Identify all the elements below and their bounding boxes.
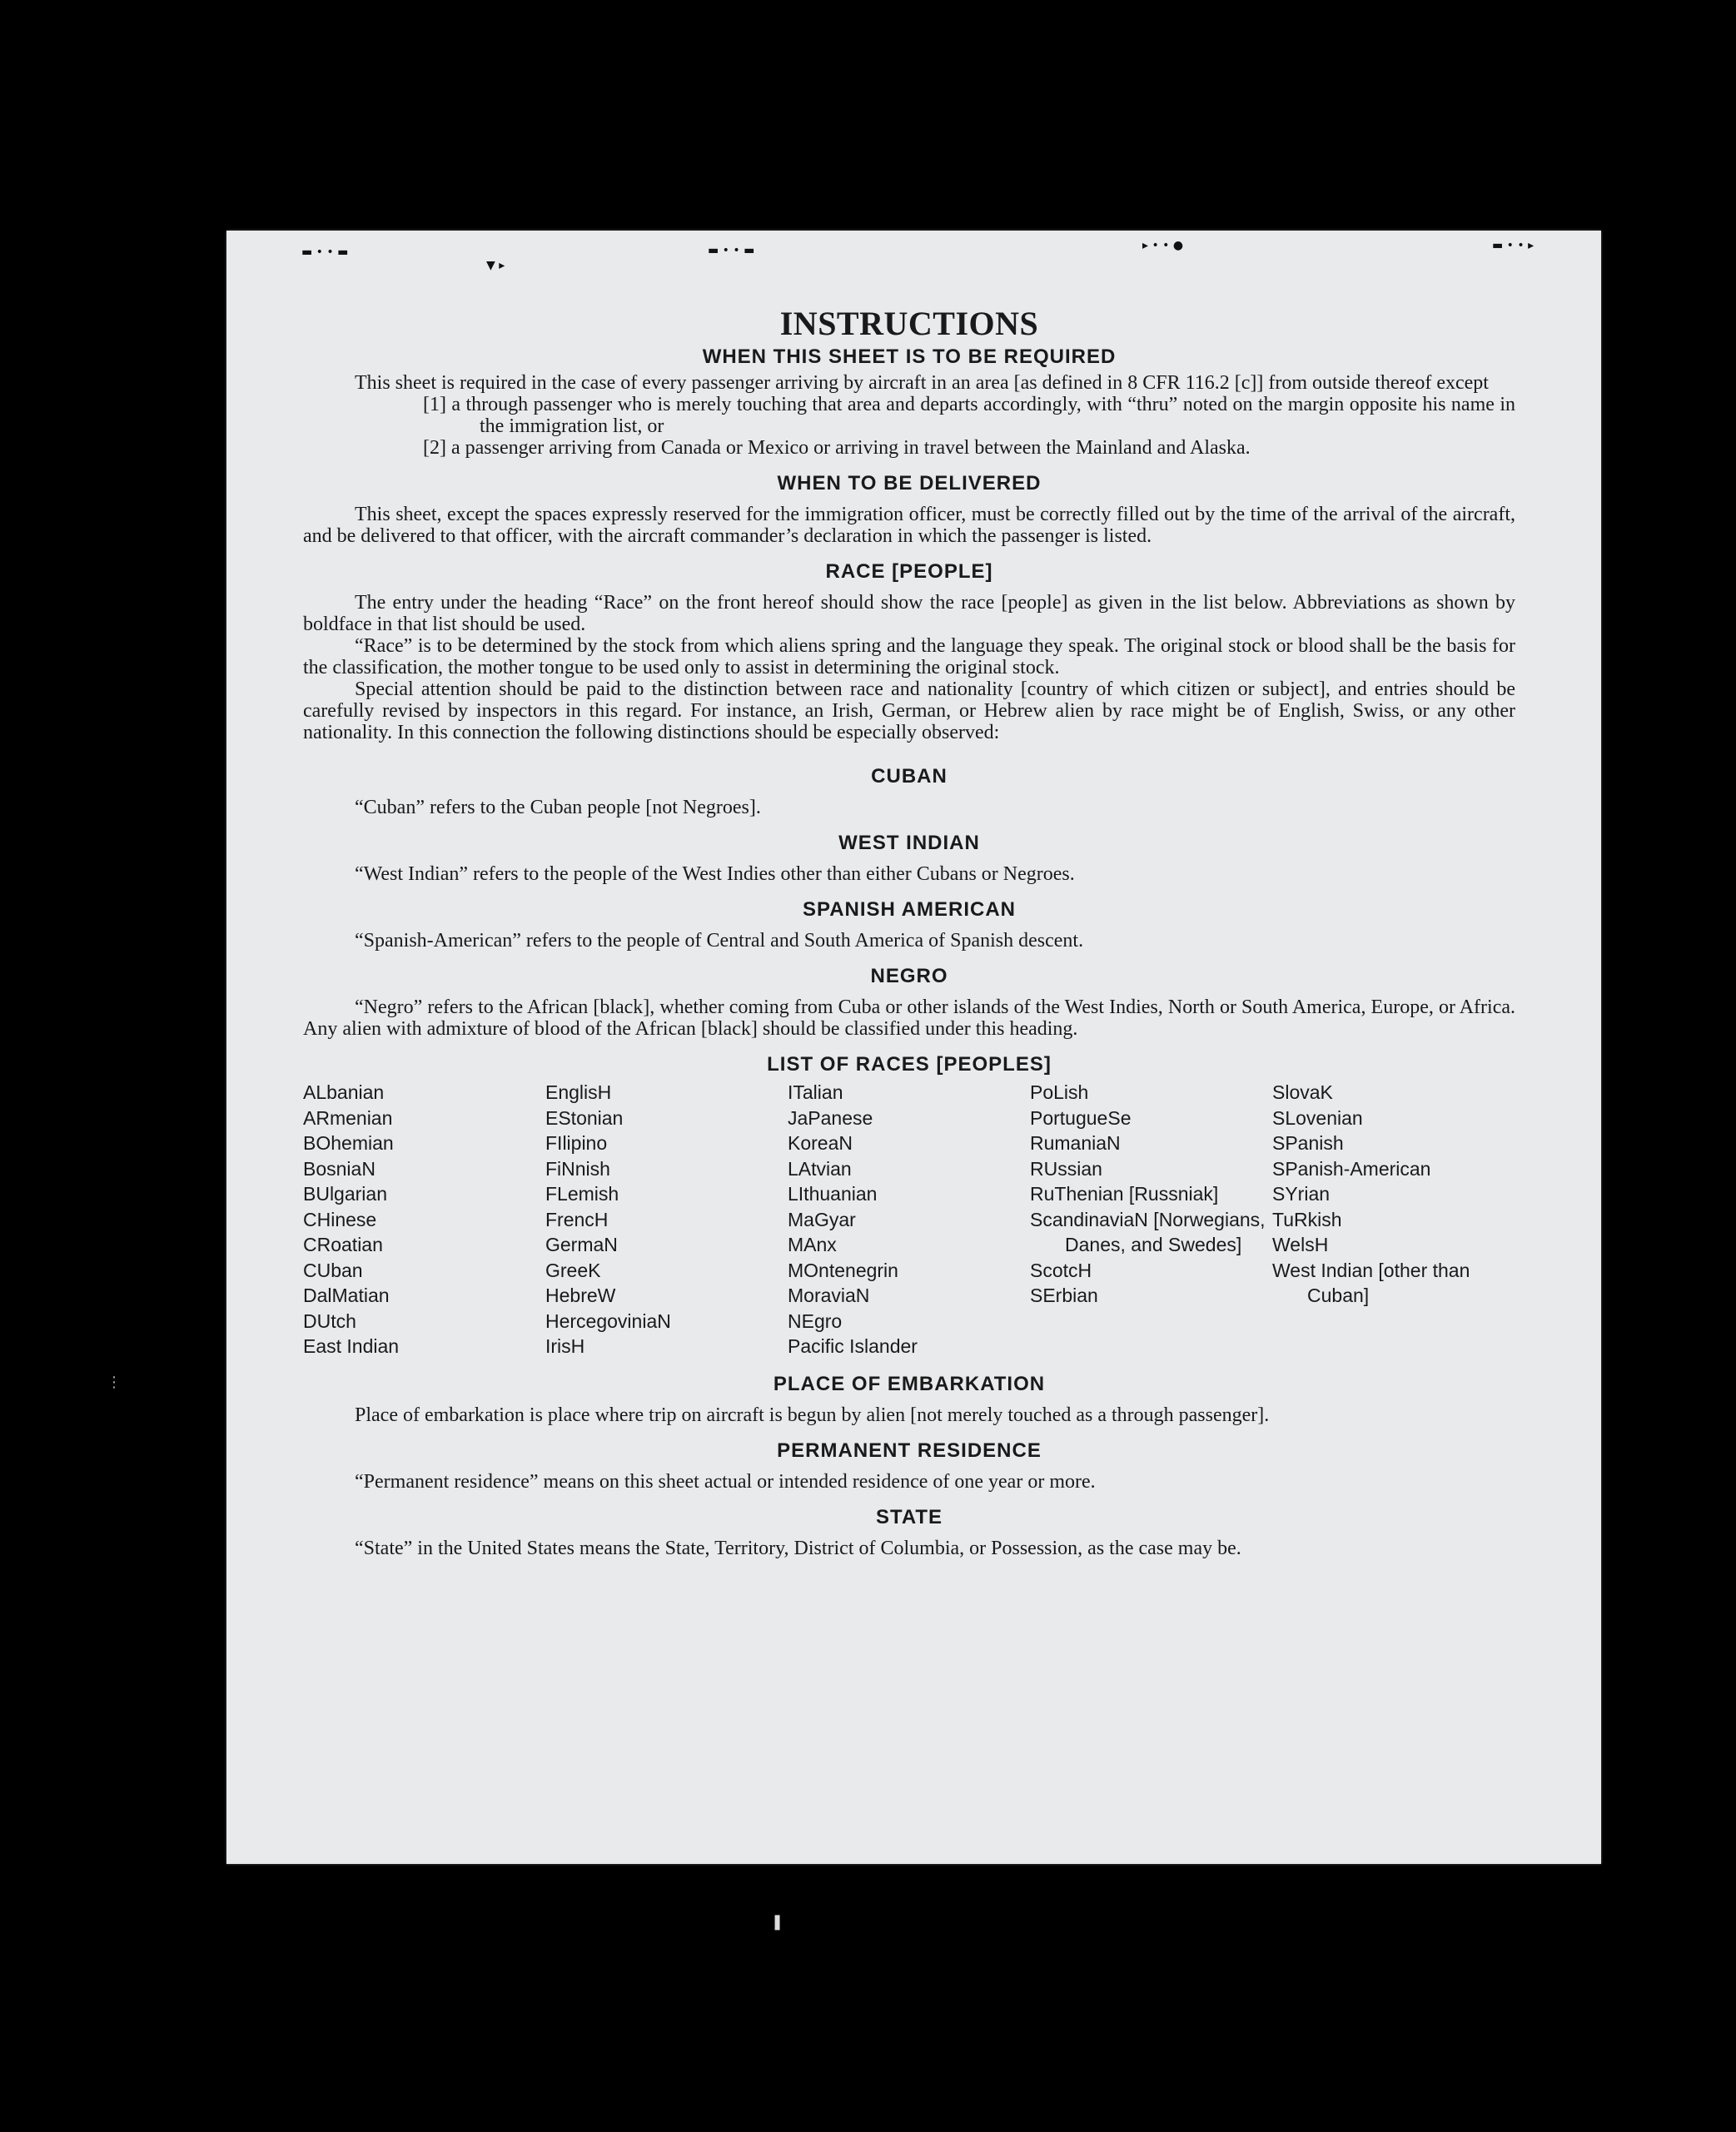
section-heading-list-of-races: LIST OF RACES [PEOPLES] (767, 1053, 1052, 1076)
instructions-content (303, 306, 1515, 1559)
paragraph: “State” in the United States means the State, Territory, District of Columbia, or Possession, as the case may be. (355, 1537, 1241, 1559)
page-title: INSTRUCTIONS (779, 305, 1039, 342)
paragraph: “West Indian” refers to the people of the West Indies other than either Cubans or Negroes. (355, 863, 1075, 885)
race-entry: SYrian (1272, 1183, 1331, 1205)
paragraph: This sheet is required in the case of every passenger arriving by aircraft in an area [as defined in 8 CFR 116.2 [c]] from outside thereof except (355, 372, 1489, 394)
race-entry: SLovenian (1272, 1106, 1363, 1129)
race-entry: PortugueSe (1030, 1106, 1132, 1129)
race-entry: JaPanese (788, 1106, 873, 1129)
race-entry: ITalian (788, 1081, 843, 1103)
race-entry: KoreaN (788, 1132, 853, 1154)
paragraph: “Permanent residence” means on this sheet actual or intended residence of one year or more. (355, 1470, 1096, 1493)
race-entry: ScotcH (1030, 1259, 1092, 1281)
race-entry: CHinese (303, 1208, 377, 1230)
paragraph: Special attention should be paid to the distinction between race and nationality [country of which citizen or subject], and entries should be carefully revised by inspectors in this regard. For instance, an Irish, German, or Hebrew alien by race might be of English, Swiss, or any other nationality. In this connection the following distinctions should be especially observed: (303, 678, 1515, 743)
list-item: [2] a passenger arriving from Canada or Mexico or arriving in travel between the Mainland and Alaska. (423, 437, 1251, 459)
race-entry: WelsH (1272, 1234, 1329, 1255)
race-entry: East Indian (303, 1335, 400, 1357)
race-entry: ScandinaviaN [Norwegians, Danes, and Swedes] (1030, 1208, 1266, 1255)
paragraph: “Negro” refers to the African [black], whether coming from Cuba or other islands of the West Indies, North or South America, Europe, or Africa. Any alien with admixture of blood of the African [black] should be classified under this heading. (303, 996, 1515, 1040)
paragraph: Place of embarkation is place where trip on aircraft is begun by alien [not merely touched as a through passenger]. (355, 1404, 1270, 1426)
races-column (545, 1080, 788, 1359)
races-column (303, 1080, 545, 1359)
race-entry: RuThenian [Russniak] (1030, 1183, 1219, 1205)
paragraph: “Race” is to be determined by the stock from which aliens spring and the language they speak. The original stock or blood shall be the basis for the classification, the mother tongue to be used only to assist in determining the original stock. (303, 635, 1515, 678)
section-heading-west-indian: WEST INDIAN (838, 832, 980, 854)
race-entry: FrencH (545, 1208, 609, 1230)
race-entry: GermaN (545, 1234, 618, 1255)
race-entry: FLemish (545, 1183, 619, 1205)
punch-marks: ▬ • • ▬ ▼ ▸ ▬ • • ▬ ▸ • • ● ▬ • • ▸ (301, 239, 1535, 272)
section-heading-negro: NEGRO (870, 965, 948, 987)
race-entry: ARmenian (303, 1106, 393, 1129)
race-entry: MOntenegrin (788, 1259, 898, 1281)
race-entry: MAnx (788, 1234, 837, 1255)
section-heading-delivered: WHEN TO BE DELIVERED (777, 472, 1042, 494)
document-page (226, 231, 1601, 1864)
race-entry: West Indian [other than Cuban] (1272, 1259, 1470, 1306)
race-entry: SlovaK (1272, 1081, 1333, 1103)
paragraph: The entry under the heading “Race” on the front hereof should show the race [people] as given in the list below. Abbreviations as shown by boldface in that list should be used. (303, 592, 1515, 635)
section-heading-permanent-residence: PERMANENT RESIDENCE (777, 1439, 1042, 1462)
race-entry: GreeK (545, 1259, 601, 1281)
race-entry: Pacific Islander (788, 1335, 918, 1357)
race-entry: RUssian (1030, 1157, 1102, 1180)
race-entry: LIthuanian (788, 1183, 878, 1205)
section-heading-cuban: CUBAN (871, 765, 948, 788)
race-entry: BOhemian (303, 1132, 394, 1154)
section-heading-embarkation: PLACE OF EMBARKATION (773, 1372, 1046, 1395)
section-heading-spanish-american: SPANISH AMERICAN (802, 898, 1016, 921)
race-entry: FiNnish (545, 1157, 610, 1180)
race-entry: PoLish (1030, 1081, 1089, 1103)
races-column (788, 1080, 1030, 1359)
race-entry: BosniaN (303, 1157, 376, 1180)
race-entry: FIlipino (545, 1132, 608, 1154)
race-entry: HercegoviniaN (545, 1310, 671, 1332)
race-entry: BUlgarian (303, 1183, 387, 1205)
section-heading-state: STATE (875, 1505, 943, 1528)
scan-speck: ❚ (771, 1913, 784, 1931)
list-item: [1] a through passenger who is merely touching that area and departs accordingly, with “thru” noted on the margin opposite his name in the immigration list, or (423, 394, 1515, 437)
race-entry: EnglisH (545, 1081, 612, 1103)
race-entry: EStonian (545, 1106, 624, 1129)
race-entry: DUtch (303, 1310, 356, 1332)
race-entry: RumaniaN (1030, 1132, 1121, 1154)
race-entry: CUban (303, 1259, 363, 1281)
race-entry: MaGyar (788, 1208, 856, 1230)
race-entry: SPanish-American (1272, 1157, 1431, 1180)
scan-speck: ⋮ (107, 1374, 122, 1391)
race-entry: SErbian (1030, 1285, 1098, 1306)
paragraph: “Spanish-American” refers to the people of Central and South America of Spanish descent. (355, 930, 1084, 952)
race-entry: DalMatian (303, 1285, 390, 1306)
section-heading-race: RACE [PEOPLE] (825, 560, 993, 583)
race-entry: LAtvian (788, 1157, 852, 1180)
race-entry: CRoatian (303, 1234, 383, 1255)
race-entry: IrisH (545, 1335, 585, 1357)
race-entry: ALbanian (303, 1081, 385, 1103)
paragraph: This sheet, except the spaces expressly reserved for the immigration officer, must be correctly filled out by the time of the arrival of the aircraft, and be delivered to that officer, with the aircraft commander’s declaration in which the passenger is listed. (303, 504, 1515, 547)
races-column (1030, 1080, 1272, 1359)
paragraph: “Cuban” refers to the Cuban people [not Negroes]. (355, 797, 761, 818)
race-entry: NEgro (788, 1310, 843, 1332)
section-heading-required: WHEN THIS SHEET IS TO BE REQUIRED (702, 345, 1117, 368)
races-column (1272, 1080, 1515, 1359)
races-table (303, 1080, 1515, 1359)
race-entry: SPanish (1272, 1132, 1344, 1154)
race-entry: MoraviaN (788, 1285, 870, 1306)
race-entry: HebreW (545, 1285, 616, 1306)
race-entry: TuRkish (1272, 1208, 1342, 1230)
